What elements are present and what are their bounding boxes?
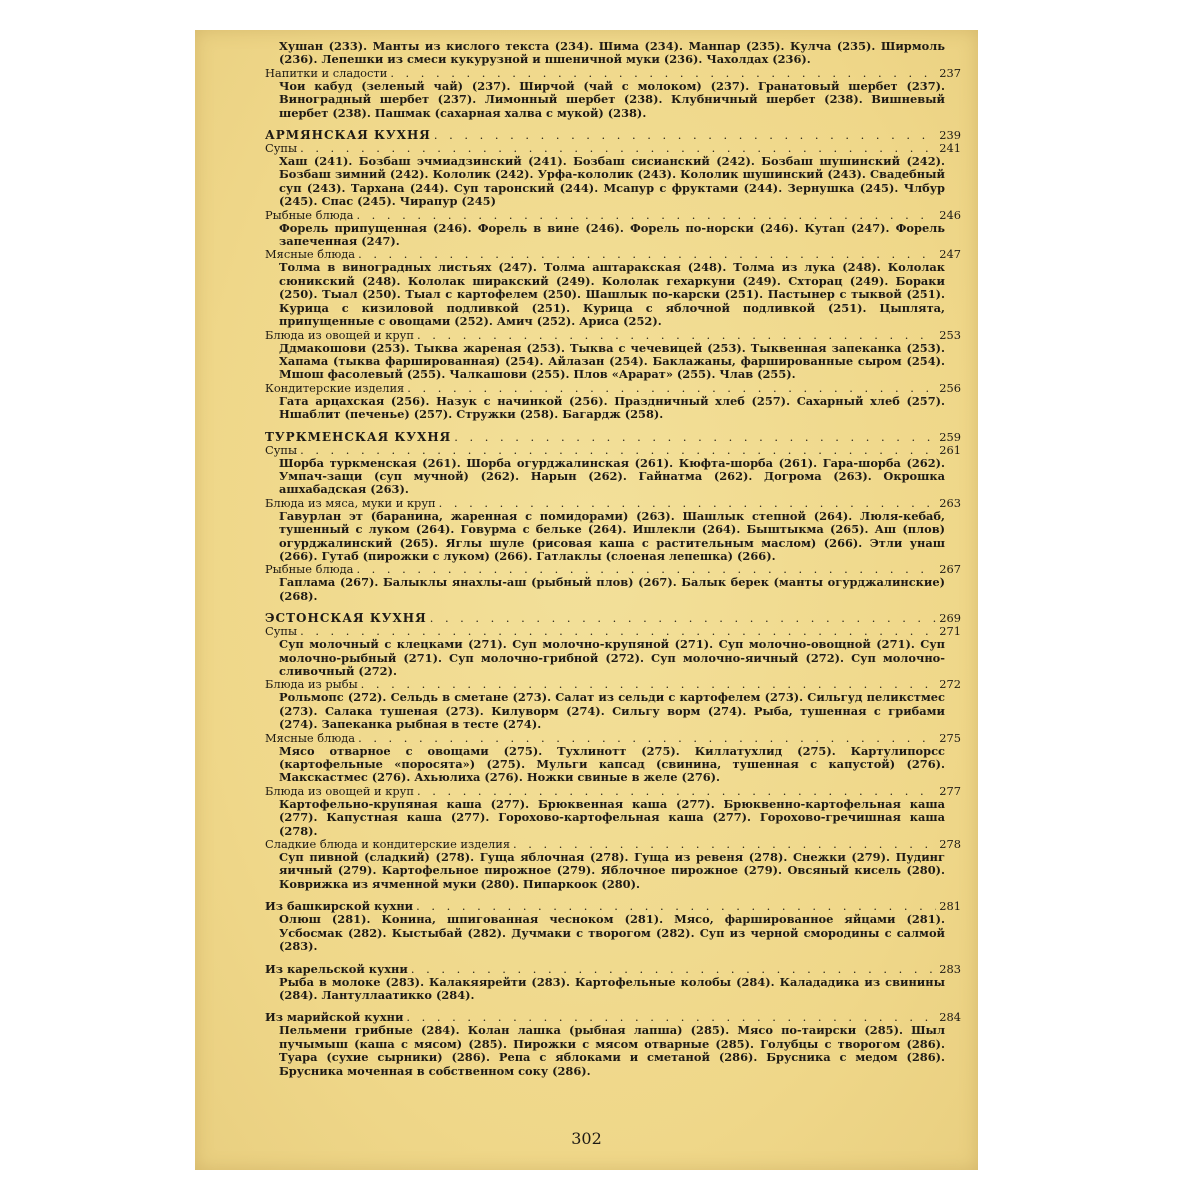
cuisine-heading-armenian (265, 128, 961, 143)
section-label: Блюда из мяса, муки и круп (265, 495, 436, 510)
leader-dots (407, 382, 936, 395)
leader-dots (356, 209, 936, 222)
section-label: Супы (265, 141, 298, 156)
page-ref: 275 (939, 730, 961, 745)
leader-dots (300, 444, 936, 457)
section-label: Мясные блюда (265, 247, 356, 262)
section-label: Напитки и сладости (265, 65, 388, 80)
page-ref: 281 (939, 899, 961, 914)
section-items: Толма в виноградных листьях (247). Толма аштаракская (248). Толма из лука (248). Кололак сюникский (248). Кололак ширакский (249). Кололак гехаркуни (249). Схторац (249). Бораки (250). Тыал (250). Тыал с картофелем (250). Шашлык по-карски (251). Пастынер с тыквой (251). Курица с кизиловой подливкой (251). Курица с яблочной подливкой (251). Цыплята, припущенные с овощами (252). Амич (252). Ариса (252). (279, 260, 945, 329)
page-ref: 269 (939, 611, 961, 626)
leader-dots (439, 497, 937, 510)
page-ref: 278 (939, 837, 961, 852)
section-items: Гаплама (267). Балыклы янахлы-аш (рыбный плов) (267). Балык берек (манты огурджалинские) (268). (279, 575, 945, 603)
page-ref: 239 (939, 128, 961, 143)
toc-entry (265, 783, 961, 798)
section-items: Хаш (241). Бозбаш эчмиадзинский (241). Бозбаш сисианский (242). Бозбаш шушинский (242). Бозбаш зимний (242). Кололик (242). Урфа-кололик (243). Кололик шушинский (243). Свадебный суп (243). Тархана (244). Суп таронский (244). Мсапур с фруктами (244). Зернушка (245). Члбур (245). Спас (245). Чирапур (245) (279, 154, 945, 209)
book-page (195, 30, 978, 1170)
section-items: Суп молочный с клецками (271). Суп молочно-крупяной (271). Суп молочно-овощной (271). Суп молочно-рыбный (271). Суп молочно-грибной (272). Суп молочно-яичный (272). Суп молочно-сливочный (272). (279, 637, 945, 678)
page-ref: 272 (939, 677, 961, 692)
section-items: Гавурлан эт (баранина, жаренная с помидорами) (263). Шашлык степной (264). Люля-кебаб, тушенный с луком (264). Говурма с бельке (264). Ишлекли (264). Быштыкма (265). Аш (плов) огурджалинский (265). Яглы шуле (рисовая каша с растительным маслом) (266). Этли унаш (266). Гутаб (пирожки с луком) (266). Гатлаклы (слоеная лепешка) (266). (279, 508, 945, 563)
toc-entry (265, 495, 961, 510)
leader-dots (411, 963, 936, 976)
section-label: Рыбные блюда (265, 207, 354, 222)
page-number: 302 (571, 1129, 602, 1148)
toc-entry (265, 442, 961, 457)
cuisine-heading-estonian (265, 611, 961, 626)
page-ref: 247 (939, 247, 961, 262)
section-items: Картофельно-крупяная каша (277). Брюквенная каша (277). Брюквенно-картофельная каша (277). Капустная каша (277). Горохово-картофельная каша (277). Горохово-гречишная каша (278). (279, 796, 945, 838)
region-heading-karelian (265, 961, 961, 976)
section-items: Мясо отварное с овощами (275). Тухлинотт (275). Киллатухлид (275). Картулипорсс (картофельные «поросята») (275). Мульги капсад (свинина, тушенная с капустой) (276). Макскастмес (276). Ахьюлиха (276). Ножки свиные в желе (276). (279, 743, 945, 785)
toc-entry (265, 207, 961, 222)
leader-dots (434, 129, 936, 142)
leader-dots (358, 732, 936, 745)
section-label: Супы (265, 442, 298, 457)
page-ref: 267 (939, 562, 961, 577)
section-items: Пельмени грибные (284). Колан лашка (рыбная лапша) (285). Мясо по-таирски (285). Шыл пучымыш (каша с мясом) (285). Пирожки с мясом отварные (285). Голубцы с творогом (286). Туара (сухие сырники) (286). Репа с яблоками и сметаной (286). Брусника с медом (286). Брусника моченная в собственном соку (286). (279, 1023, 945, 1078)
section-label: Мясные блюда (265, 730, 356, 745)
section-label: Блюда из рыбы (265, 677, 358, 692)
leader-dots (417, 785, 936, 798)
section-label: Блюда из овощей и круп (265, 327, 414, 342)
page-ref: 271 (939, 624, 961, 639)
section-label: Блюда из овощей и круп (265, 783, 414, 798)
page-ref: 283 (939, 961, 961, 976)
cuisine-title: ТУРКМЕНСКАЯ КУХНЯ (265, 429, 452, 444)
toc-entry (265, 380, 961, 395)
page-ref: 246 (939, 207, 961, 222)
page-ref: 259 (939, 429, 961, 444)
table-of-contents (265, 39, 961, 1078)
cuisine-title: ЭСТОНСКАЯ КУХНЯ (265, 611, 427, 626)
page-ref: 261 (939, 442, 961, 457)
page-ref: 277 (939, 783, 961, 798)
leader-dots (390, 67, 936, 80)
toc-entry (265, 730, 961, 745)
section-items: Ддмакошови (253). Тыква жареная (253). Тыква с чечевицей (253). Тыквенная запеканка (253). Хапама (тыква фаршированная) (254). Айлазан (254). Баклажаны, фаршированные сыром (254). Мшош фасолевый (255). Чалкашови (255). Плов «Арарат» (255). Члав (255). (279, 340, 945, 382)
section-label: Супы (265, 624, 298, 639)
section-items: Рыба в молоке (283). Калакяярейти (283). Картофельные колобы (284). Калададика из свинины (284). Лантуллаатикко (284). (279, 974, 945, 1002)
section-items: Суп пивной (сладкий) (278). Гуща яблочная (278). Гуща из ревеня (278). Снежки (279). Пудинг яичный (279). Картофельное пирожное (279). Яблочное пирожное (279). Овсяный кисель (280). Коврижка из ячменной муки (280). Пипаркоок (280). (279, 850, 945, 891)
toc-entry (265, 65, 961, 80)
page-ref: 237 (939, 65, 961, 80)
region-title: Из карельской кухни (265, 961, 408, 976)
section-label: Сладкие блюда и кондитерские изделия (265, 837, 511, 852)
leader-dots (454, 431, 936, 444)
leader-dots (430, 612, 937, 625)
section-items: Форель припущенная (246). Форель в вине (246). Форель по-норски (246). Кутап (247). Форель запеченная (247). (279, 220, 945, 249)
section-label: Рыбные блюда (265, 562, 354, 577)
section-items: Рольмопс (272). Сельдь в сметане (273). Салат из сельди с картофелем (273). Сильгуд пеликстмес (273). Салака тушеная (273). Килуворм (274). Сильгу ворм (274). Рыба, тушенная с грибами (274). Запеканка рыбная в тесте (274). (279, 690, 945, 732)
section-items: Гата арцахская (256). Назук с начинкой (256). Праздничный хлеб (257). Сахарный хлеб (257). Ншаблит (печенье) (257). Стружки (258). Багардж (258). (279, 393, 945, 422)
section-label: Кондитерские изделия (265, 380, 405, 395)
page-ref: 256 (939, 380, 961, 395)
intro-items: Хушан (233). Манты из кислого текста (234). Шима (234). Манпар (235). Кулча (235). Ширмоль (236). Лепешки из смеси кукурузной и пшеничной муки (236). Чахолдах (236). (279, 39, 945, 67)
toc-entry (265, 327, 961, 342)
cuisine-title: АРМЯНСКАЯ КУХНЯ (265, 128, 431, 143)
page-ref: 241 (939, 141, 961, 156)
section-items: Олюш (281). Конина, шпигованная чесноком (281). Мясо, фаршированное яйцами (281). Усбосмак (282). Кыстыбай (282). Дучмаки с творогом (282). Суп из черной смородины с салмой (283). (279, 912, 945, 954)
page-ref: 284 (939, 1010, 961, 1025)
section-items: Шорба туркменская (261). Шорба огурджалинская (261). Кюфта-шорба (261). Гара-шорба (262). Умпач-защи (суп мучной) (262). Нарын (262). Гайнатма (262). Догрома (263). Окрошка ашхабадская (263). (279, 455, 945, 497)
cuisine-heading-turkmen (265, 429, 961, 444)
section-items: Чои кабуд (зеленый чай) (237). Ширчой (чай с молоком) (237). Гранатовый шербет (237). Виноградный шербет (237). Лимонный шербет (238). Клубничный шербет (238). Вишневый шербет (238). Пашмак (сахарная халва с мукой) (238). (279, 78, 945, 120)
region-title: Из марийской кухни (265, 1010, 404, 1025)
page-ref: 253 (939, 327, 961, 342)
page-ref: 263 (939, 495, 961, 510)
region-title: Из башкирской кухни (265, 899, 414, 914)
leader-dots (417, 329, 936, 342)
